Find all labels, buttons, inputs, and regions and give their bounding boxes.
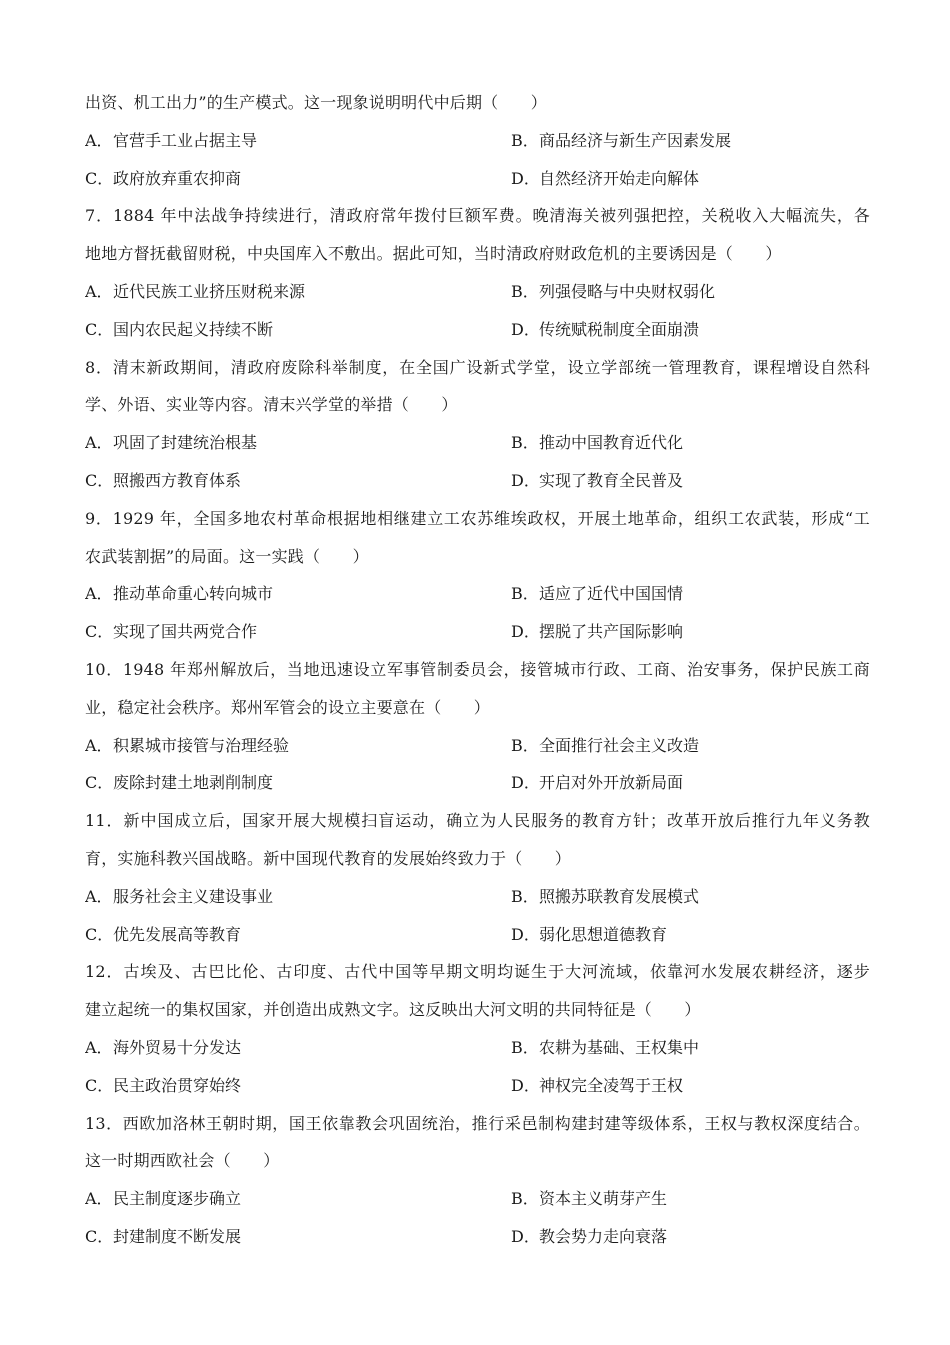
option-letter: A． <box>85 735 113 755</box>
question-7 <box>85 197 870 348</box>
option-letter: B． <box>511 1037 539 1057</box>
option-d[interactable] <box>511 160 870 198</box>
option-letter: D． <box>511 924 540 944</box>
answer-options <box>85 727 870 803</box>
option-text: 适应了近代中国国情 <box>539 584 684 604</box>
option-d[interactable] <box>511 462 870 500</box>
answer-options <box>85 424 870 500</box>
option-text: 资本主义萌芽产生 <box>539 1189 668 1209</box>
option-text: 商品经济与新生产因素发展 <box>539 130 732 150</box>
option-letter: D． <box>511 1075 540 1095</box>
option-a[interactable] <box>85 1029 511 1067</box>
option-text: 列强侵略与中央财权弱化 <box>539 281 716 301</box>
option-letter: A． <box>85 584 113 604</box>
option-a[interactable] <box>85 727 511 765</box>
option-text: 民主政治贯穿始终 <box>113 1075 242 1095</box>
option-text: 神权完全凌驾于王权 <box>539 1075 684 1095</box>
option-a[interactable] <box>85 878 511 916</box>
question-stem-line: 地地方督抚截留财税，中央国库入不敷出。据此可知，当时清政府财政危机的主要诱因是（ ） <box>85 244 782 264</box>
answer-options <box>85 575 870 651</box>
option-letter: C． <box>85 1075 114 1095</box>
option-letter: C． <box>85 924 114 944</box>
answer-options <box>85 878 870 954</box>
question-stem-line: 这一时期西欧社会（ ） <box>85 1151 280 1171</box>
option-text: 弱化思想道德教育 <box>539 924 668 944</box>
answer-options <box>85 1180 870 1256</box>
option-text: 全面推行社会主义改造 <box>539 735 700 755</box>
option-text: 摆脱了共产国际影响 <box>539 622 684 642</box>
option-letter: B． <box>511 433 539 453</box>
option-letter: B． <box>511 130 539 150</box>
option-letter: D． <box>511 470 540 490</box>
option-c[interactable] <box>85 160 511 198</box>
option-text: 近代民族工业挤压财税来源 <box>113 281 306 301</box>
option-text: 积累城市接管与治理经验 <box>113 735 290 755</box>
option-text: 优先发展高等教育 <box>113 924 242 944</box>
question-12 <box>85 953 870 1104</box>
option-text: 服务社会主义建设事业 <box>113 886 274 906</box>
question-stem-line: 12．古埃及、古巴比伦、古印度、古代中国等早期文明均诞生于大河流域，依靠河水发展农耕经济，逐步 <box>85 962 870 982</box>
option-letter: D． <box>511 773 540 793</box>
option-letter: D． <box>511 168 540 188</box>
option-d[interactable] <box>511 916 870 954</box>
option-letter: B． <box>511 886 539 906</box>
option-c[interactable] <box>85 311 511 349</box>
option-text: 推动革命重心转向城市 <box>113 584 274 604</box>
option-b[interactable] <box>511 878 870 916</box>
option-text: 推动中国教育近代化 <box>539 433 684 453</box>
option-d[interactable] <box>511 613 870 651</box>
option-letter: D． <box>511 622 540 642</box>
option-letter: C． <box>85 168 114 188</box>
option-d[interactable] <box>511 1067 870 1105</box>
option-letter: A． <box>85 130 113 150</box>
option-text: 民主制度逐步确立 <box>113 1189 242 1209</box>
option-text: 海外贸易十分发达 <box>113 1037 242 1057</box>
question-10 <box>85 651 870 802</box>
option-a[interactable] <box>85 1180 511 1218</box>
option-c[interactable] <box>85 916 511 954</box>
option-letter: D． <box>511 1226 540 1246</box>
option-letter: C． <box>85 470 114 490</box>
option-text: 封建制度不断发展 <box>113 1226 242 1246</box>
option-text: 政府放弃重农抑商 <box>113 168 242 188</box>
option-letter: A． <box>85 886 113 906</box>
option-text: 开启对外开放新局面 <box>539 773 684 793</box>
option-text: 废除封建土地剥削制度 <box>113 773 274 793</box>
question-6-continuation <box>85 84 870 197</box>
question-stem-line: 建立起统一的集权国家，并创造出成熟文字。这反映出大河文明的共同特征是（ ） <box>85 1000 701 1020</box>
option-text: 自然经济开始走向解体 <box>539 168 700 188</box>
option-letter: C． <box>85 622 114 642</box>
option-letter: B． <box>511 584 539 604</box>
option-text: 照搬西方教育体系 <box>113 470 242 490</box>
question-stem-line: 13．西欧加洛林王朝时期，国王依靠教会巩固统治，推行采邑制构建封建等级体系，王权与教权深度结合。 <box>85 1113 870 1133</box>
option-c[interactable] <box>85 613 511 651</box>
option-letter: B． <box>511 735 539 755</box>
option-text: 传统赋税制度全面崩溃 <box>539 319 700 339</box>
answer-options <box>85 1029 870 1105</box>
option-d[interactable] <box>511 1218 870 1256</box>
question-stem-line: 11．新中国成立后，国家开展大规模扫盲运动，确立为人民服务的教育方针；改革开放后推行九年义务教 <box>85 811 870 831</box>
option-letter: C． <box>85 1226 114 1246</box>
option-letter: A． <box>85 1037 113 1057</box>
option-c[interactable] <box>85 764 511 802</box>
question-stem-line: 农武装割据”的局面。这一实践（ ） <box>85 546 369 566</box>
question-stem-line: 8．清末新政期间，清政府废除科举制度，在全国广设新式学堂，设立学部统一管理教育，课程增设自然科 <box>85 357 870 377</box>
answer-options <box>85 122 870 198</box>
question-8 <box>85 349 870 500</box>
question-stem-line: 9．1929 年，全国多地农村革命根据地相继建立工农苏维埃政权，开展土地革命，组织工农武装，形成“工 <box>85 508 870 528</box>
option-letter: D． <box>511 319 540 339</box>
question-stem-line: 出资、机工出力”的生产模式。这一现象说明明代中后期（ ） <box>85 93 547 112</box>
question-stem-line: 10．1948 年郑州解放后，当地迅速设立军事管制委员会，接管城市行政、工商、治安事务，保护民族工商 <box>85 659 870 679</box>
option-b[interactable] <box>511 273 870 311</box>
option-text: 教会势力走向衰落 <box>539 1226 668 1246</box>
option-b[interactable] <box>511 122 870 160</box>
option-c[interactable] <box>85 1067 511 1105</box>
option-letter: A． <box>85 433 113 453</box>
option-c[interactable] <box>85 462 511 500</box>
option-d[interactable] <box>511 311 870 349</box>
question-stem-line: 业，稳定社会秩序。郑州军管会的设立主要意在（ ） <box>85 697 491 717</box>
question-11 <box>85 802 870 953</box>
option-letter: B． <box>511 281 539 301</box>
option-text: 实现了国共两党合作 <box>113 622 258 642</box>
option-a[interactable] <box>85 424 511 462</box>
option-letter: B． <box>511 1189 539 1209</box>
question-13 <box>85 1105 870 1256</box>
option-b[interactable] <box>511 727 870 765</box>
option-text: 巩固了封建统治根基 <box>113 433 258 453</box>
option-text: 实现了教育全民普及 <box>539 470 684 490</box>
question-stem-line: 学、外语、实业等内容。清末兴学堂的举措（ ） <box>85 395 458 415</box>
option-text: 照搬苏联教育发展模式 <box>539 886 700 906</box>
exam-page <box>85 84 870 1256</box>
option-text: 国内农民起义持续不断 <box>113 319 274 339</box>
answer-options <box>85 273 870 349</box>
question-9 <box>85 500 870 651</box>
question-stem-line: 7．1884 年中法战争持续进行，清政府常年拨付巨额军费。晚清海关被列强把控，关税收入大幅流失，各 <box>85 206 870 226</box>
option-b[interactable] <box>511 1029 870 1067</box>
option-c[interactable] <box>85 1218 511 1256</box>
option-letter: C． <box>85 319 114 339</box>
option-b[interactable] <box>511 1180 870 1218</box>
option-letter: C． <box>85 773 114 793</box>
option-text: 官营手工业占据主导 <box>113 130 258 150</box>
option-a[interactable] <box>85 273 511 311</box>
option-text: 农耕为基础、王权集中 <box>539 1037 700 1057</box>
option-letter: A． <box>85 281 113 301</box>
option-d[interactable] <box>511 764 870 802</box>
option-a[interactable] <box>85 575 511 613</box>
question-stem-line: 育，实施科教兴国战略。新中国现代教育的发展始终致力于（ ） <box>85 848 572 868</box>
option-b[interactable] <box>511 424 870 462</box>
option-b[interactable] <box>511 575 870 613</box>
option-a[interactable] <box>85 122 511 160</box>
option-letter: A． <box>85 1189 113 1209</box>
